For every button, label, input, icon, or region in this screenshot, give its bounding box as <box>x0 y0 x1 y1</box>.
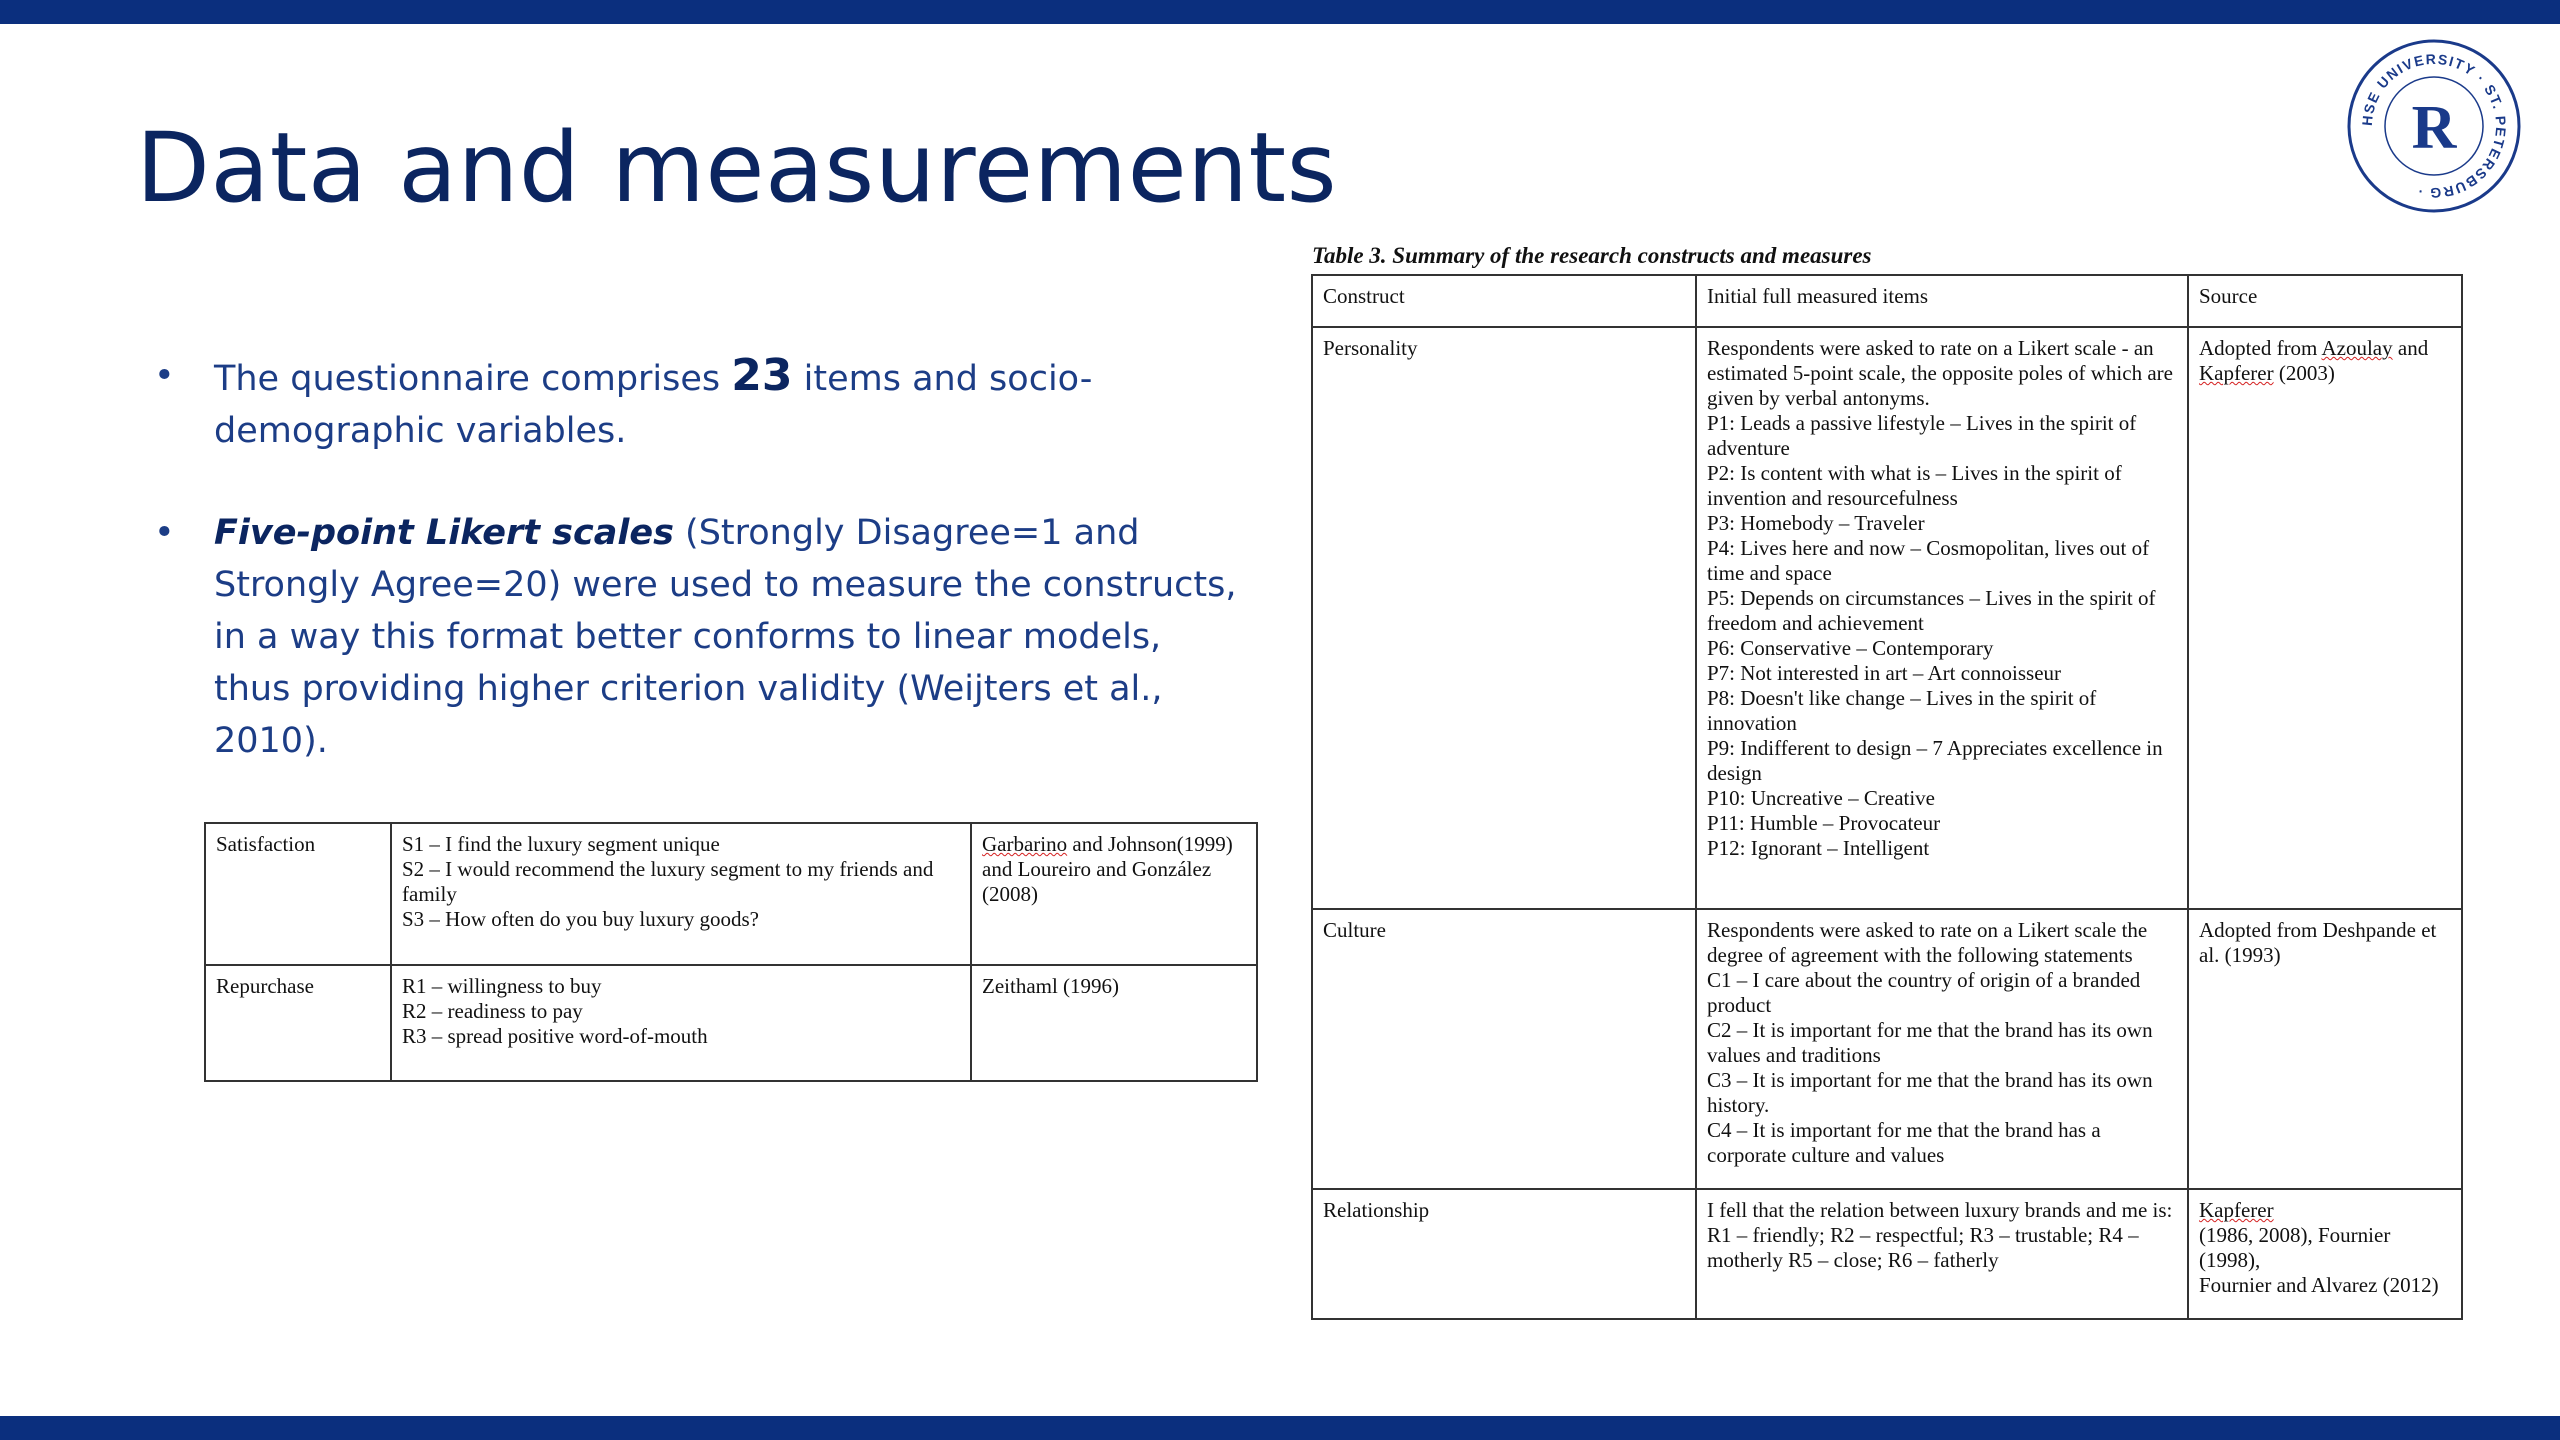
slide-title: Data and measurements <box>136 112 1338 224</box>
source-cell <box>971 823 1257 965</box>
logo-letter: R <box>2411 94 2457 162</box>
top-accent-bar <box>0 0 2560 24</box>
item-line: S2 – I would recommend the luxury segment to my friends and family <box>402 857 934 906</box>
bullet-text: The questionnaire comprises <box>214 359 732 399</box>
column-header: Initial full measured items <box>1696 275 2188 327</box>
item-line: P3: Homebody – Traveler <box>1707 511 1925 535</box>
source-cell <box>2188 327 2462 909</box>
source-author: Kapferer <box>2199 361 2274 385</box>
item-line: R3 – spread positive word-of-mouth <box>402 1024 708 1048</box>
item-line: P8: Doesn't like change – Lives in the spirit of innovation <box>1707 686 2097 735</box>
item-line: C4 – It is important for me that the brand has a corporate culture and values <box>1707 1118 2101 1167</box>
source-author: Kapferer <box>2199 1198 2274 1222</box>
constructs-table <box>1311 274 2463 1320</box>
source-cell: Zeithaml (1996) <box>971 965 1257 1081</box>
item-line: S1 – I find the luxury segment unique <box>402 832 720 856</box>
item-line: P12: Ignorant – Intelligent <box>1707 836 1930 860</box>
construct-cell: Satisfaction <box>205 823 391 965</box>
satisfaction-repurchase-table <box>204 822 1258 1082</box>
item-line: P5: Depends on circumstances – Lives in the spirit of freedom and achievement <box>1707 586 2156 635</box>
column-header: Construct <box>1312 275 1696 327</box>
likert-emphasis: Five-point Likert scales <box>214 513 674 553</box>
source-cell <box>2188 1189 2462 1319</box>
table-row <box>205 965 1257 1081</box>
item-line: P2: Is content with what is – Lives in the spirit of invention and resourcefulness <box>1707 461 2122 510</box>
bullet-questionnaire <box>150 350 1240 457</box>
items-cell <box>1696 909 2188 1189</box>
item-line: P6: Conservative – Contemporary <box>1707 636 1994 660</box>
table-row <box>1312 327 2462 909</box>
bullet-dot: • <box>154 356 175 396</box>
items-cell <box>1696 327 2188 909</box>
item-count: 23 <box>731 350 793 401</box>
source-text: (2003) <box>2273 361 2335 385</box>
bullet-dot: • <box>154 513 175 553</box>
item-line: R2 – readiness to pay <box>402 999 583 1023</box>
source-text: (1986, 2008), Fournier (1998), <box>2199 1223 2391 1272</box>
item-line: P11: Humble – Provocateur <box>1707 811 1941 835</box>
bottom-accent-bar <box>0 1416 2560 1440</box>
item-line: C2 – It is important for me that the brand has its own values and traditions <box>1707 1018 2153 1067</box>
bullet-list <box>150 350 1240 767</box>
item-line: P7: Not interested in art – Art connoisseur <box>1707 661 2062 685</box>
item-line: P4: Lives here and now – Cosmopolitan, lives out of time and space <box>1707 536 2150 585</box>
item-line: P10: Uncreative – Creative <box>1707 786 1936 810</box>
table-header-row <box>1312 275 2462 327</box>
table-row <box>1312 909 2462 1189</box>
construct-cell: Personality <box>1312 327 1696 909</box>
items-cell: I fell that the relation between luxury brands and me is: R1 – friendly; R2 – respectful; R3 – trustable; R4 – motherly R5 – close; R6 – fatherly <box>1696 1189 2188 1319</box>
construct-cell: Repurchase <box>205 965 391 1081</box>
source-author: Azoulay <box>2321 336 2393 360</box>
source-author: Garbarino <box>982 832 1068 856</box>
source-text: Fournier and Alvarez (2012) <box>2199 1273 2439 1297</box>
item-line: P9: Indifferent to design – 7 Appreciates excellence in design <box>1707 736 2163 785</box>
column-header: Source <box>2188 275 2462 327</box>
item-line: P1: Leads a passive lifestyle – Lives in the spirit of adventure <box>1707 411 2137 460</box>
construct-cell: Relationship <box>1312 1189 1696 1319</box>
table-caption: Table 3. Summary of the research constructs and measures <box>1312 243 1872 268</box>
bullet-text: items and socio-demographic variables. <box>214 359 1093 451</box>
source-text: and Johnson(1999) and Loureiro and González (2008) <box>982 832 1233 906</box>
bullet-text: (Strongly Disagree=1 and Strongly Agree=20) were used to measure the constructs, in a way this format better conforms to linear models, thus providing higher criterion validity (Weijters et al., 2010). <box>214 513 1237 761</box>
hse-university-logo <box>2346 38 2522 214</box>
items-cell <box>391 823 971 965</box>
item-line: S3 – How often do you buy luxury goods? <box>402 907 759 931</box>
item-intro: Respondents were asked to rate on a Likert scale the degree of agreement with the following statements <box>1707 918 2148 967</box>
construct-cell: Culture <box>1312 909 1696 1189</box>
table-row <box>205 823 1257 965</box>
source-text: Adopted from <box>2199 336 2322 360</box>
item-line: C1 – I care about the country of origin of a branded product <box>1707 968 2141 1017</box>
item-intro: Respondents were asked to rate on a Likert scale - an estimated 5-point scale, the opposite poles of which are given by verbal antonyms. <box>1707 336 2173 410</box>
items-cell <box>391 965 971 1081</box>
table-row <box>1312 1189 2462 1319</box>
source-cell: Adopted from Deshpande et al. (1993) <box>2188 909 2462 1189</box>
item-line: C3 – It is important for me that the brand has its own history. <box>1707 1068 2153 1117</box>
bullet-likert <box>150 507 1240 767</box>
item-line: R1 – willingness to buy <box>402 974 602 998</box>
logo-ring-text: HSE UNIVERSITY · ST. PETERSBURG · <box>2358 50 2510 202</box>
source-text: and <box>2392 336 2429 360</box>
